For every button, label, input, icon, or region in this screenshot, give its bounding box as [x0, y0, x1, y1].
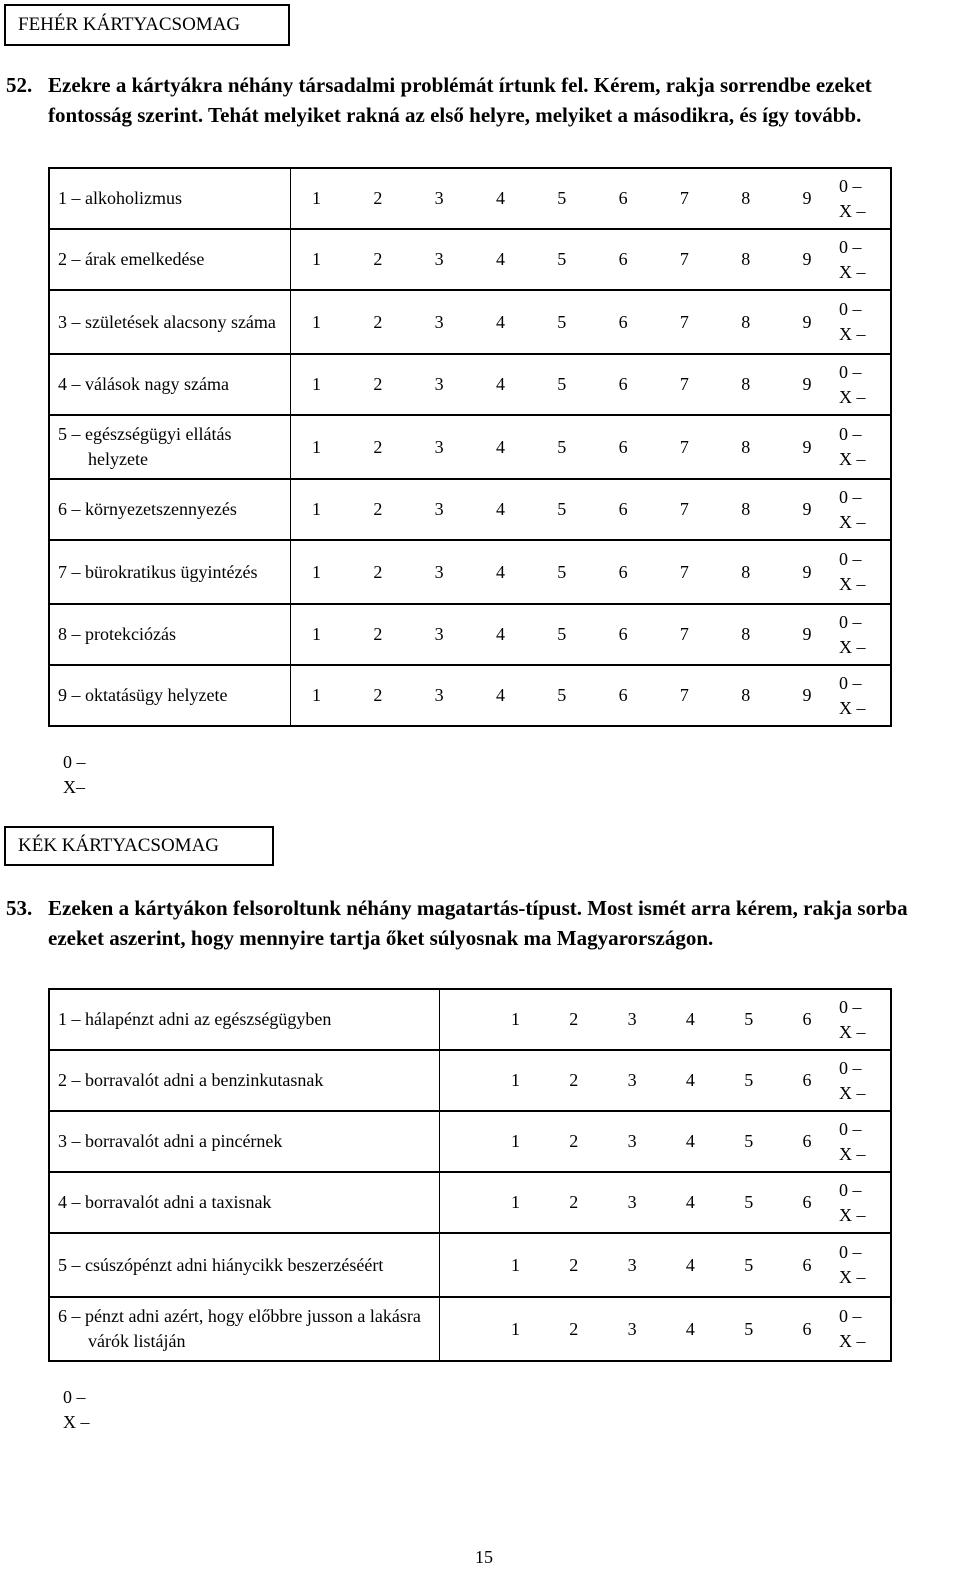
- rank-option-3[interactable]: 3: [434, 561, 444, 582]
- rank-scale-cell: [290, 415, 827, 479]
- table-row: [49, 1233, 891, 1297]
- rank-option-7[interactable]: 7: [679, 624, 689, 644]
- rank-option-3[interactable]: 3: [434, 624, 444, 644]
- rank-option-5[interactable]: 5: [557, 311, 567, 332]
- rank-scale-cell: [290, 229, 827, 290]
- rank-option-4[interactable]: 4: [685, 1254, 695, 1275]
- rank-scale-cell: [439, 1233, 827, 1297]
- item-label-cell: [49, 540, 290, 604]
- rank-option-7[interactable]: 7: [679, 561, 689, 582]
- rank-option-6[interactable]: 6: [618, 374, 628, 394]
- answer-options-cell: [827, 540, 891, 604]
- rank-option-9[interactable]: 9: [802, 624, 812, 644]
- rank-option-8[interactable]: 8: [741, 685, 751, 705]
- rank-option-3[interactable]: 3: [434, 499, 444, 519]
- answer-options-cell: [827, 1172, 891, 1233]
- item-label: 7 – bürokratikus ügyintézés: [58, 561, 258, 582]
- option-x[interactable]: X –: [839, 1082, 866, 1103]
- rank-option-5[interactable]: 5: [744, 1192, 754, 1212]
- rank-option-8[interactable]: 8: [741, 374, 751, 394]
- rank-option-9[interactable]: 9: [802, 499, 812, 519]
- rank-option-6[interactable]: 6: [802, 1192, 812, 1212]
- item-label-cell: [49, 989, 439, 1050]
- item-label-cell: [49, 1297, 439, 1361]
- rank-option-1[interactable]: 1: [511, 1254, 520, 1275]
- answer-options-cell: [827, 1233, 891, 1297]
- rank-option-2[interactable]: 2: [373, 561, 383, 582]
- rank-option-1[interactable]: 1: [312, 311, 321, 332]
- rank-option-2[interactable]: 2: [569, 1254, 579, 1275]
- rank-option-2[interactable]: 2: [373, 188, 383, 208]
- question-text: Ezekre a kártyákra néhány társadalmi problémát írtunk fel. Kérem, rakja sorrendbe ezeket fontosság szerint. Tehát melyiket rakná az első helyre, melyiket a másodikra, és így tovább.: [48, 73, 872, 127]
- option-zero[interactable]: 0 –: [839, 1118, 862, 1139]
- option-x[interactable]: X –: [839, 261, 866, 282]
- rank-option-4[interactable]: 4: [495, 499, 505, 519]
- table-row: [49, 290, 891, 354]
- rank-option-3[interactable]: 3: [434, 374, 444, 394]
- item-label-cell: [49, 479, 290, 540]
- rank-option-6[interactable]: 6: [618, 624, 628, 644]
- question-text: Ezeken a kártyákon felsoroltunk néhány magatartás-típust. Most ismét arra kérem, rakja sorba ezeket aszerint, hogy mennyire tartja őket súlyosnak ma Magyarországon.: [48, 896, 908, 950]
- option-x[interactable]: X –: [839, 324, 866, 344]
- rank-option-4[interactable]: 4: [495, 311, 505, 332]
- answer-options-cell: [827, 229, 891, 290]
- option-x[interactable]: X –: [839, 1143, 866, 1164]
- rank-scale-cell: [290, 290, 827, 354]
- rank-option-1[interactable]: 1: [312, 685, 321, 705]
- rank-option-6[interactable]: 6: [618, 436, 628, 457]
- rank-option-4[interactable]: 4: [685, 1009, 695, 1029]
- rank-option-6[interactable]: 6: [618, 685, 628, 705]
- item-label-cell: [49, 415, 290, 479]
- item-label-cell: [49, 1172, 439, 1233]
- rank-option-6[interactable]: 6: [618, 561, 628, 582]
- rank-option-6[interactable]: 6: [802, 1009, 812, 1029]
- rank-option-2[interactable]: 2: [373, 685, 383, 705]
- rank-scale-cell: [290, 354, 827, 415]
- rank-option-7[interactable]: 7: [679, 436, 689, 457]
- option-zero[interactable]: 0 –: [839, 486, 862, 507]
- item-label-cell: [49, 229, 290, 290]
- rank-option-5[interactable]: 5: [557, 249, 567, 269]
- rank-option-1[interactable]: 1: [511, 1009, 520, 1029]
- item-label: 4 – borravalót adni a taxisnak: [58, 1192, 272, 1212]
- question-number: 53.: [6, 896, 33, 920]
- rank-option-6[interactable]: 6: [802, 1070, 812, 1090]
- rank-option-7[interactable]: 7: [679, 499, 689, 519]
- rank-option-4[interactable]: 4: [685, 1192, 695, 1212]
- item-label: 6 – környezetszennyezés: [58, 499, 237, 519]
- table-row: [49, 168, 891, 229]
- rank-option-5[interactable]: 5: [557, 374, 567, 394]
- option-zero[interactable]: 0 –: [839, 236, 862, 257]
- rank-option-7[interactable]: 7: [679, 311, 689, 332]
- rank-option-3[interactable]: 3: [627, 1131, 637, 1151]
- rank-option-3[interactable]: 3: [627, 1254, 637, 1275]
- option-x: X –: [63, 1412, 90, 1432]
- table-row: [49, 1297, 891, 1361]
- rank-option-4[interactable]: 4: [495, 685, 505, 705]
- pack-title: KÉK KÁRTYACSOMAG: [18, 835, 220, 856]
- item-label: 6 – pénzt adni azért, hogy előbbre jusson a lakásra várók listáján: [58, 1306, 421, 1351]
- option-zero[interactable]: 0 –: [839, 361, 862, 382]
- option-zero[interactable]: 0 –: [839, 996, 862, 1017]
- option-x[interactable]: X –: [839, 1021, 866, 1042]
- white-card-pack-label: [4, 4, 290, 46]
- rank-option-9[interactable]: 9: [802, 561, 812, 582]
- rank-option-4[interactable]: 4: [495, 374, 505, 394]
- rank-option-6[interactable]: 6: [802, 1318, 812, 1339]
- item-label: 3 – születések alacsony száma: [58, 311, 276, 332]
- ranking-table-52: [48, 167, 892, 727]
- rank-option-1[interactable]: 1: [312, 499, 321, 519]
- rank-option-7[interactable]: 7: [679, 685, 689, 705]
- item-label-cell: [49, 1111, 439, 1172]
- rank-scale-cell: [290, 168, 827, 229]
- item-label-cell: [49, 1050, 439, 1111]
- rank-scale-cell: [439, 1297, 827, 1361]
- table-row: [49, 540, 891, 604]
- table-row: [49, 354, 891, 415]
- rank-option-3[interactable]: 3: [434, 249, 444, 269]
- option-x: X–: [63, 777, 85, 797]
- rank-scale-cell: [290, 665, 827, 726]
- rank-option-4[interactable]: 4: [685, 1070, 695, 1090]
- rank-option-2[interactable]: 2: [373, 374, 383, 394]
- answer-options-cell: [827, 290, 891, 354]
- rank-option-5[interactable]: 5: [557, 188, 567, 208]
- table-row: [49, 1111, 891, 1172]
- question-52: [6, 70, 956, 130]
- rank-option-5[interactable]: 5: [744, 1318, 754, 1339]
- rank-option-7[interactable]: 7: [679, 249, 689, 269]
- rank-option-9[interactable]: 9: [802, 436, 812, 457]
- answer-options-53: [63, 1385, 90, 1435]
- rank-option-6[interactable]: 6: [618, 249, 628, 269]
- rank-option-2[interactable]: 2: [569, 1192, 579, 1212]
- option-x[interactable]: X –: [839, 697, 866, 718]
- option-zero[interactable]: 0 –: [839, 1179, 862, 1200]
- rank-option-1[interactable]: 1: [312, 249, 321, 269]
- rank-option-8[interactable]: 8: [741, 561, 751, 582]
- item-label-cell: [49, 665, 290, 726]
- rank-option-5[interactable]: 5: [744, 1009, 754, 1029]
- rank-option-3[interactable]: 3: [434, 685, 444, 705]
- rank-option-8[interactable]: 8: [741, 624, 751, 644]
- rank-option-8[interactable]: 8: [741, 249, 751, 269]
- option-zero: 0 –: [63, 1387, 86, 1407]
- blue-card-pack-label: [4, 826, 274, 866]
- answer-options-cell: [827, 479, 891, 540]
- option-zero: 0 –: [63, 752, 86, 772]
- rank-option-6[interactable]: 6: [618, 188, 628, 208]
- rank-option-7[interactable]: 7: [679, 374, 689, 394]
- rank-option-9[interactable]: 9: [802, 188, 812, 208]
- item-label: 2 – árak emelkedése: [58, 249, 205, 269]
- option-x[interactable]: X –: [839, 1204, 866, 1225]
- rank-option-9[interactable]: 9: [802, 311, 812, 332]
- item-label-cell: [49, 168, 290, 229]
- option-zero[interactable]: 0 –: [839, 1306, 862, 1326]
- rank-option-2[interactable]: 2: [569, 1318, 579, 1339]
- option-zero[interactable]: 0 –: [839, 1057, 862, 1078]
- rank-option-1[interactable]: 1: [511, 1192, 520, 1212]
- rank-option-2[interactable]: 2: [569, 1131, 579, 1151]
- item-label: 4 – válások nagy száma: [58, 374, 229, 394]
- rank-option-6[interactable]: 6: [618, 499, 628, 519]
- rank-option-4[interactable]: 4: [495, 249, 505, 269]
- item-label: 8 – protekciózás: [58, 624, 176, 644]
- rank-option-1[interactable]: 1: [312, 561, 321, 582]
- option-x[interactable]: X –: [839, 200, 866, 221]
- rank-option-9[interactable]: 9: [802, 249, 812, 269]
- item-label: 2 – borravalót adni a benzinkutasnak: [58, 1070, 324, 1090]
- rank-option-3[interactable]: 3: [434, 436, 444, 457]
- rank-option-8[interactable]: 8: [741, 311, 751, 332]
- rank-scale-cell: [439, 989, 827, 1050]
- rank-option-1[interactable]: 1: [312, 624, 321, 644]
- table-row: [49, 604, 891, 665]
- table-row: [49, 989, 891, 1050]
- rank-option-8[interactable]: 8: [741, 188, 751, 208]
- answer-options-cell: [827, 604, 891, 665]
- item-label: 3 – borravalót adni a pincérnek: [58, 1131, 283, 1151]
- rank-option-3[interactable]: 3: [434, 311, 444, 332]
- answer-options-cell: [827, 665, 891, 726]
- answer-options-cell: [827, 1297, 891, 1361]
- rank-option-5[interactable]: 5: [557, 436, 567, 457]
- rank-option-9[interactable]: 9: [802, 685, 812, 705]
- table-row: [49, 1172, 891, 1233]
- rank-option-3[interactable]: 3: [627, 1318, 637, 1339]
- rank-option-5[interactable]: 5: [557, 685, 567, 705]
- item-label-cell: [49, 290, 290, 354]
- rank-option-4[interactable]: 4: [495, 561, 505, 582]
- rank-option-2[interactable]: 2: [569, 1009, 579, 1029]
- rank-option-2[interactable]: 2: [373, 249, 383, 269]
- rank-option-1[interactable]: 1: [312, 436, 321, 457]
- rank-option-4[interactable]: 4: [495, 188, 505, 208]
- rank-option-7[interactable]: 7: [679, 188, 689, 208]
- page-number: 15: [475, 1547, 493, 1567]
- option-zero[interactable]: 0 –: [839, 424, 862, 444]
- rank-option-3[interactable]: 3: [434, 188, 444, 208]
- rank-option-4[interactable]: 4: [495, 436, 505, 457]
- option-zero[interactable]: 0 –: [839, 672, 862, 693]
- rank-option-5[interactable]: 5: [557, 499, 567, 519]
- rank-option-1[interactable]: 1: [511, 1070, 520, 1090]
- rank-option-6[interactable]: 6: [802, 1131, 812, 1151]
- rank-option-5[interactable]: 5: [557, 624, 567, 644]
- item-label-cell: [49, 1233, 439, 1297]
- rank-option-9[interactable]: 9: [802, 374, 812, 394]
- rank-option-5[interactable]: 5: [557, 561, 567, 582]
- pack-title: FEHÉR KÁRTYACSOMAG: [18, 14, 241, 35]
- rank-option-3[interactable]: 3: [627, 1070, 637, 1090]
- rank-option-2[interactable]: 2: [569, 1070, 579, 1090]
- option-x[interactable]: X –: [839, 386, 866, 407]
- answer-options-cell: [827, 415, 891, 479]
- rank-option-1[interactable]: 1: [511, 1131, 520, 1151]
- answer-options-cell: [827, 989, 891, 1050]
- table-row: [49, 479, 891, 540]
- table-row: [49, 415, 891, 479]
- answer-options-cell: [827, 168, 891, 229]
- question-53: [6, 893, 956, 953]
- answer-options-cell: [827, 1111, 891, 1172]
- option-zero[interactable]: 0 –: [839, 611, 862, 632]
- option-x[interactable]: X –: [839, 1267, 866, 1287]
- rank-scale-cell: [439, 1172, 827, 1233]
- table-row: [49, 1050, 891, 1111]
- rank-scale-cell: [439, 1050, 827, 1111]
- rank-option-2[interactable]: 2: [373, 436, 383, 457]
- rank-option-3[interactable]: 3: [627, 1192, 637, 1212]
- option-x[interactable]: X –: [839, 1331, 866, 1351]
- question-number: 52.: [6, 73, 33, 97]
- rank-option-3[interactable]: 3: [627, 1009, 637, 1029]
- rank-option-4[interactable]: 4: [685, 1131, 695, 1151]
- ranking-table-53: [48, 988, 892, 1362]
- item-label: 9 – oktatásügy helyzete: [58, 685, 228, 705]
- rank-option-2[interactable]: 2: [373, 499, 383, 519]
- item-label-cell: [49, 604, 290, 665]
- item-label: 5 – egészségügyi ellátás helyzete: [58, 424, 232, 469]
- rank-option-5[interactable]: 5: [744, 1254, 754, 1275]
- rank-scale-cell: [439, 1111, 827, 1172]
- rank-option-8[interactable]: 8: [741, 499, 751, 519]
- rank-option-4[interactable]: 4: [495, 624, 505, 644]
- rank-option-2[interactable]: 2: [373, 624, 383, 644]
- rank-option-6[interactable]: 6: [618, 311, 628, 332]
- option-zero[interactable]: 0 –: [839, 299, 862, 319]
- option-x[interactable]: X –: [839, 511, 866, 532]
- answer-options-cell: [827, 354, 891, 415]
- rank-scale-cell: [290, 604, 827, 665]
- rank-option-1[interactable]: 1: [312, 374, 321, 394]
- table-row: [49, 229, 891, 290]
- item-label: 1 – hálapénzt adni az egészségügyben: [58, 1009, 332, 1029]
- rank-option-5[interactable]: 5: [744, 1131, 754, 1151]
- rank-option-8[interactable]: 8: [741, 436, 751, 457]
- rank-option-1[interactable]: 1: [511, 1318, 520, 1339]
- table-row: [49, 665, 891, 726]
- item-label: 5 – csúszópénzt adni hiánycikk beszerzéséért: [58, 1254, 384, 1275]
- option-zero[interactable]: 0 –: [839, 1242, 862, 1262]
- option-zero[interactable]: 0 –: [839, 175, 862, 196]
- rank-scale-cell: [290, 540, 827, 604]
- rank-scale-cell: [290, 479, 827, 540]
- answer-options-52: [63, 750, 86, 800]
- rank-option-5[interactable]: 5: [744, 1070, 754, 1090]
- option-zero[interactable]: 0 –: [839, 549, 862, 569]
- answer-options-cell: [827, 1050, 891, 1111]
- option-x[interactable]: X –: [839, 636, 866, 657]
- item-label-cell: [49, 354, 290, 415]
- rank-option-4[interactable]: 4: [685, 1318, 695, 1339]
- rank-option-1[interactable]: 1: [312, 188, 321, 208]
- item-label: 1 – alkoholizmus: [58, 188, 182, 208]
- rank-option-6[interactable]: 6: [802, 1254, 812, 1275]
- rank-option-2[interactable]: 2: [373, 311, 383, 332]
- option-x[interactable]: X –: [839, 574, 866, 594]
- option-x[interactable]: X –: [839, 449, 866, 469]
